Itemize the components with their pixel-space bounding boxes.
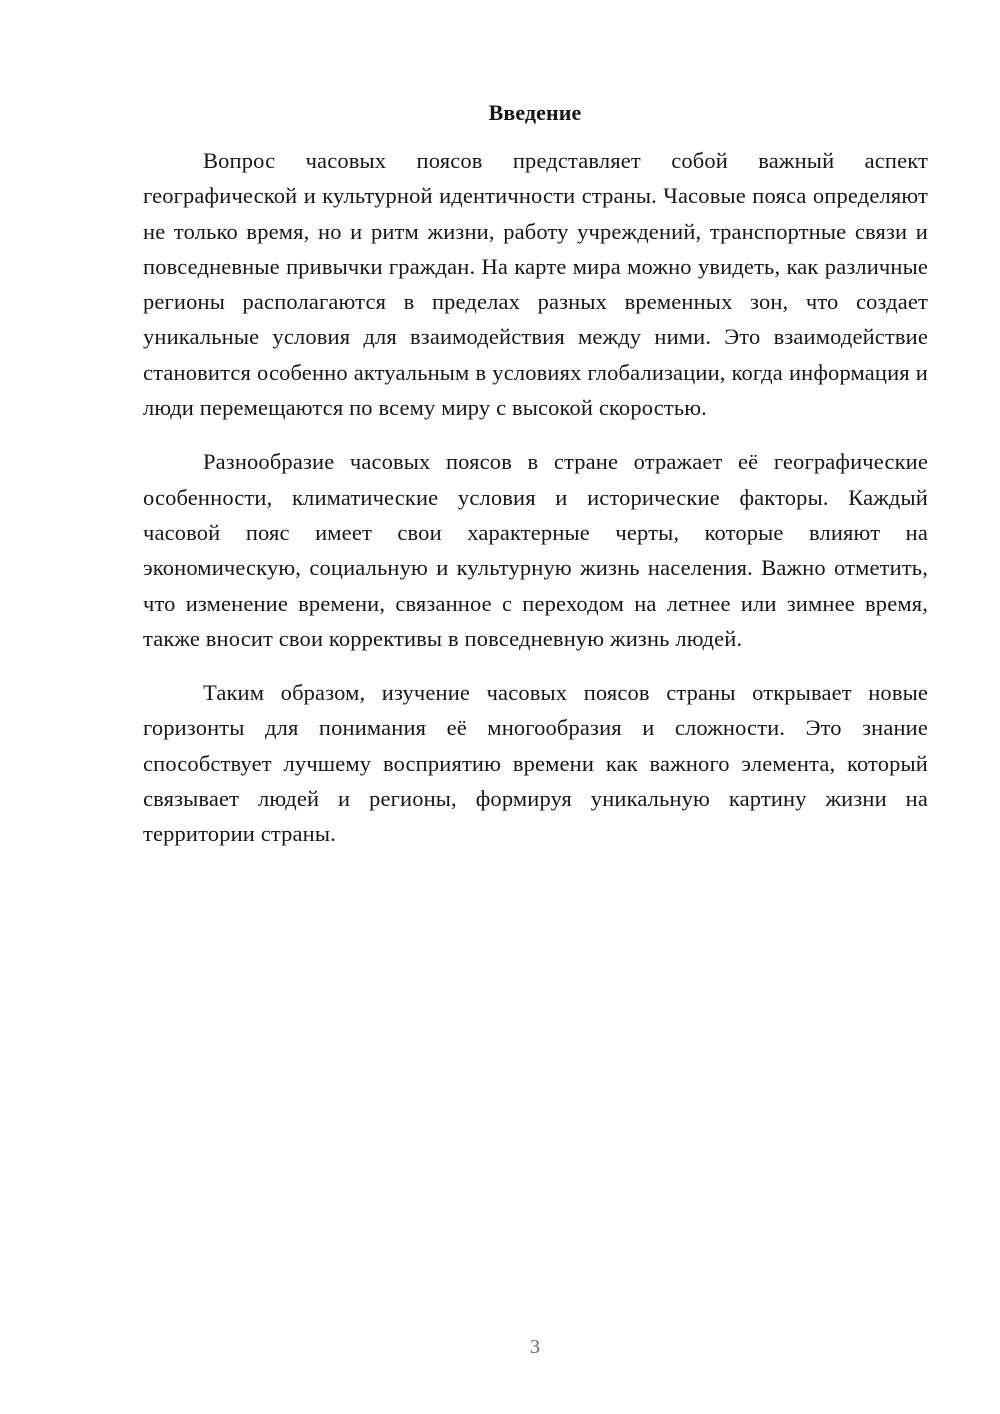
page-number: 3 [530,1336,540,1358]
body-text [143,143,928,852]
paragraph: Таким образом, изучение часовых поясов страны открывает новые горизонты для понимания её многообразия и сложности. Это знание способствует лучшему восприятию времени как важного элемента, который связывает людей и регионы, формируя уникальную картину жизни на территории страны. [143,680,928,847]
paragraph: Вопрос часовых поясов представляет собой важный аспект географической и культурной идентичности страны. Часовые пояса определяют не только время, но и ритм жизни, работу учреждений, транспортные связи и повседневные привычки граждан. На карте мира можно увидеть, как различные регионы располагаются в пределах разных временных зон, что создает уникальные условия для взаимодействия между ними. Это взаимодействие становится особенно актуальным в условиях глобализации, когда информация и люди перемещаются по всему миру с высокой скоростью. [143,148,928,421]
section-title: Введение [488,100,582,125]
paragraph: Разнообразие часовых поясов в стране отражает её географические особенности, климатические условия и исторические факторы. Каждый часовой пояс имеет свои характерные черты, которые влияют на экономическую, социальную и культурную жизнь населения. Важно отметить, что изменение времени, связанное с переходом на летнее или зимнее время, также вносит свои коррективы в повседневную жизнь людей. [143,449,928,651]
